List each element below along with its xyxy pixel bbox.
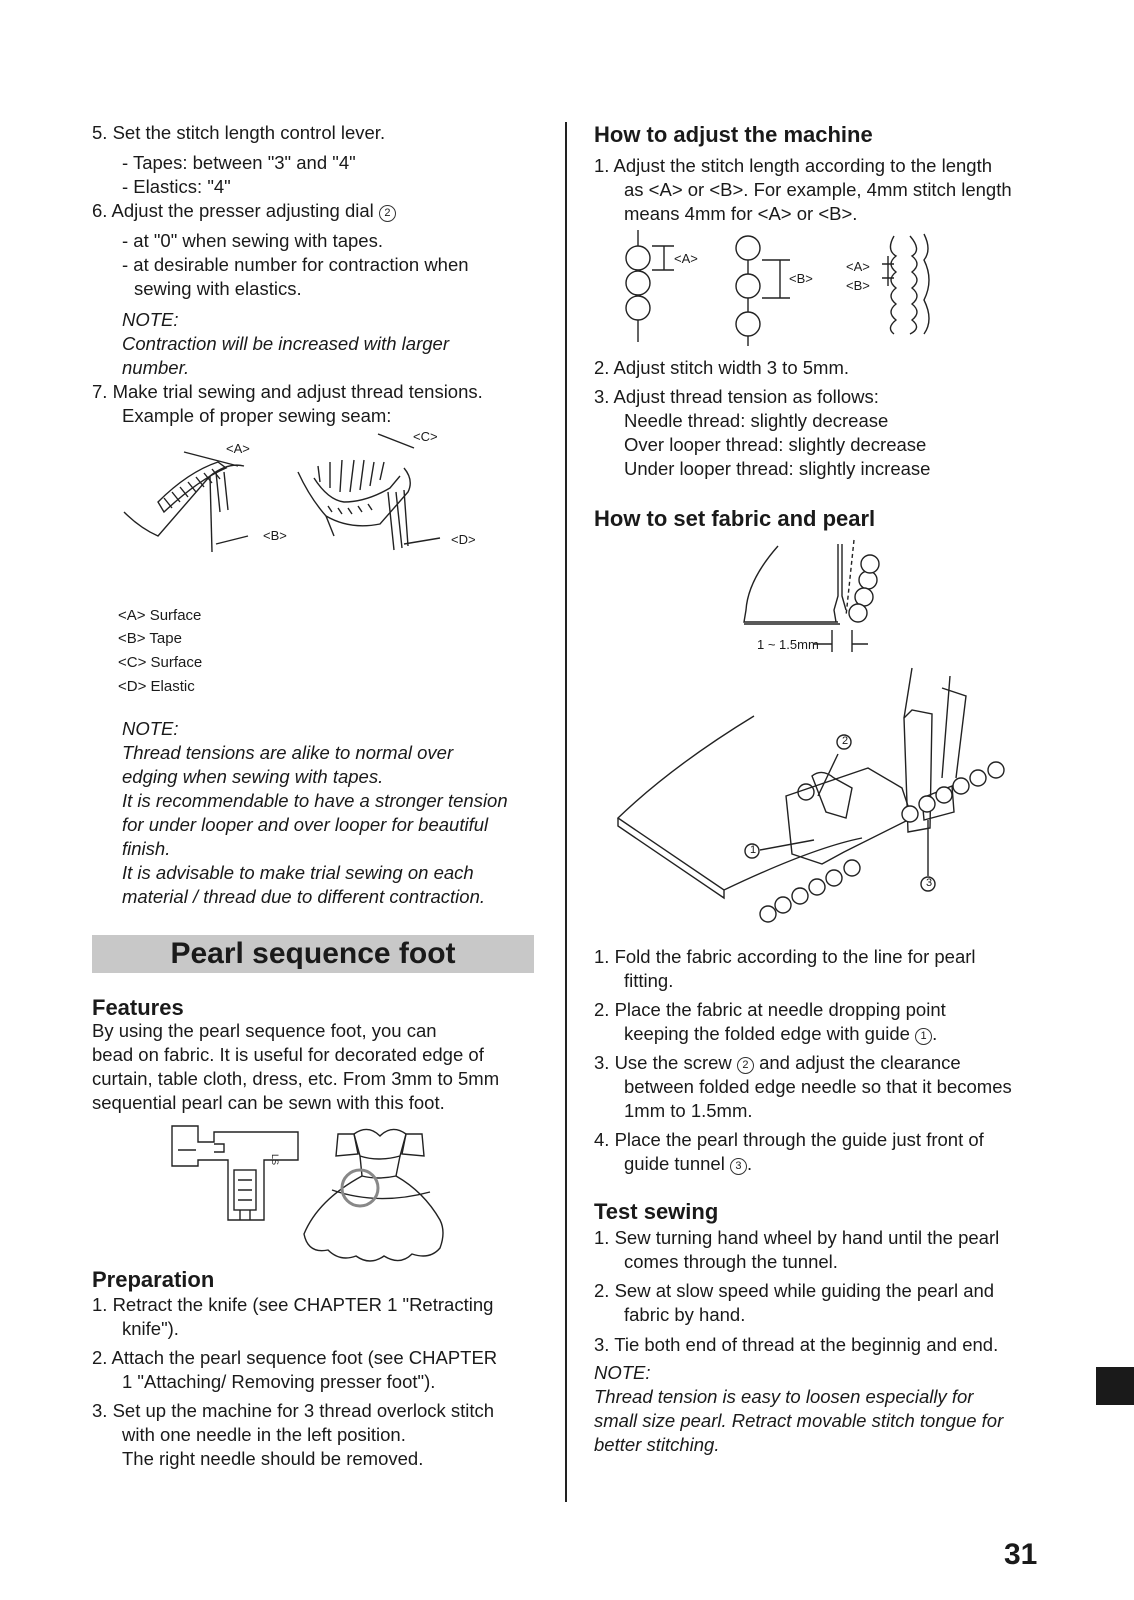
callout-1-marker: 1 [915,1028,932,1045]
adjust-3-line: Needle thread: slightly decrease [624,410,889,431]
preparation-heading: Preparation [92,1267,215,1292]
dress-drawing [304,1129,443,1261]
test-sewing-heading: Test sewing [594,1199,719,1224]
features-line: sequential pearl can be sewn with this foot. [92,1092,445,1113]
note-3-line: better stitching. [594,1434,720,1455]
pearl-foot-drawing [172,1126,298,1220]
features-line: By using the pearl sequence foot, you can [92,1020,437,1041]
set-4-line: 4. Place the pearl through the guide just front of [594,1129,984,1150]
set-3-line: between folded edge needle so that it becomes [624,1076,1012,1097]
legend-b: <B> Tape [118,630,182,647]
adjust-2: 2. Adjust stitch width 3 to 5mm. [594,357,849,378]
legend-a: <A> Surface [118,607,202,624]
adjust-3-line: 3. Adjust thread tension as follows: [594,386,879,407]
callout-3-label: 3 [925,877,933,889]
set-2-text: keeping the folded edge with guide [624,1023,910,1044]
adjust-fig-label-b-2: <B> [846,278,870,293]
note-2-label: NOTE: [122,718,179,739]
adjust-3-line: Over looper thread: slightly decrease [624,434,927,455]
adjust-fig-label-b: <B> [789,271,813,286]
note-1-label: NOTE: [122,309,179,330]
fig-label-a: <A> [226,441,250,456]
step-7-example: Example of proper sewing seam: [122,405,392,426]
adjust-machine-heading: How to adjust the machine [594,122,873,147]
adjust-3-line: Under looper thread: slightly increase [624,458,931,479]
prep-line: The right needle should be removed. [122,1448,424,1469]
step-5: 5. Set the stitch length control lever. [92,122,386,143]
section-title: Pearl sequence foot [170,937,456,970]
step-6 [92,199,396,223]
note-2-line: Thread tensions are alike to normal over [122,742,454,763]
prep-line: with one needle in the left position. [122,1424,406,1445]
adjust-1-line: as <A> or <B>. For example, 4mm stitch length [624,179,1012,200]
stitch-length-figure [612,230,952,350]
fig-label-c: <C> [413,429,438,444]
set-3-line [594,1051,961,1075]
pearl-column-a [626,230,674,342]
set-4-line: guide tunnel 3 . [624,1153,753,1174]
callout-2-marker: 2 [737,1057,754,1074]
gap-label: 1 ~ 1.5mm [757,637,819,652]
prep-line: 2. Attach the pearl sequence foot (see CHAPTER [92,1347,498,1368]
note-1-line-1: Contraction will be increased with larger [122,333,449,354]
test-line: 3. Tie both end of thread at the beginnig and end. [594,1334,999,1355]
pearl-foot-and-dress-figure [168,1120,448,1280]
note-3-line: Thread tension is easy to loosen especially for [594,1386,974,1407]
tape-stitches [158,462,228,512]
step-7: 7. Make trial sewing and adjust thread tensions. [92,381,483,402]
note-2-line: edging when sewing with tapes. [122,766,384,787]
features-line: bead on fabric. It is useful for decorated edge of [92,1044,484,1065]
test-line: 1. Sew turning hand wheel by hand until the pearl [594,1227,1000,1248]
pearl-column-b [736,236,790,346]
legend-c: <C> Surface [118,654,203,671]
note-2-line: material / thread due to different contraction. [122,886,486,907]
note-3-line: small size pearl. Retract movable stitch tongue for [594,1410,1004,1431]
chapter-tab-marker [1096,1367,1134,1405]
features-line: curtain, table cloth, dress, etc. From 3mm to 5mm [92,1068,500,1089]
test-line: 2. Sew at slow speed while guiding the pearl and [594,1280,995,1301]
set-1-line: fitting. [624,970,674,991]
features-heading: Features [92,995,184,1020]
step-6-tapes: - at "0" when sewing with tapes. [122,230,383,251]
legend-d: <D> Elastic [118,678,195,695]
note-2-line: finish. [122,838,171,859]
set-1-line: 1. Fold the fabric according to the line for pearl [594,946,976,967]
prep-line: 3. Set up the machine for 3 thread overlock stitch [92,1400,495,1421]
pearl-foot-installed-figure [612,668,1022,936]
set-2-line: 2. Place the fabric at needle dropping point [594,999,946,1020]
step-6-text: 6. Adjust the presser adjusting dial [92,200,374,221]
step-5-elastics: - Elastics: "4" [122,176,231,197]
note-2-line: It is advisable to make trial sewing on each [122,862,474,883]
note-3-label: NOTE: [594,1362,651,1383]
set-fabric-heading: How to set fabric and pearl [594,506,876,531]
set-3-text: 3. Use the screw [594,1052,732,1073]
elastic-gathers [314,460,408,550]
note-2-line: It is recommendable to have a stronger tension [122,790,508,811]
fig-label-d: <D> [451,532,476,547]
prep-line: 1. Retract the knife (see CHAPTER 1 "Retracting [92,1294,494,1315]
adjust-fig-label-a-2: <A> [846,259,870,274]
foot-mark: LS [270,1154,280,1166]
adjust-1-line: means 4mm for <A> or <B>. [624,203,858,224]
callout-1-label: 1 [749,844,757,856]
page-number: 31 [1004,1538,1038,1571]
adjust-1-line: 1. Adjust the stitch length according to the length [594,155,993,176]
callout-2-marker: 2 [379,205,396,222]
prep-line: 1 "Attaching/ Removing presser foot"). [122,1371,436,1392]
test-line: comes through the tunnel. [624,1251,838,1272]
fig-label-b: <B> [263,528,287,543]
set-3-text-rest: and adjust the clearance [759,1052,961,1073]
note-2-line: for under looper and over looper for beautiful [122,814,489,835]
test-line: fabric by hand. [624,1304,746,1325]
set-2-line: keeping the folded edge with guide 1 . [624,1023,938,1044]
overlock-stitch-column [882,234,929,334]
adjust-fig-label-a: <A> [674,251,698,266]
pearl-string [760,762,1004,922]
callout-2-label: 2 [841,735,849,747]
set-4-text: guide tunnel [624,1153,725,1174]
note-1-line-2: number. [122,357,190,378]
column-divider [565,122,567,1502]
prep-line: knife"). [122,1318,179,1339]
step-6-elastics: - at desirable number for contraction when [122,254,469,275]
step-5-tapes: - Tapes: between "3" and "4" [122,152,356,173]
seam-example-figure [118,432,518,582]
step-6-elastics-cont: sewing with elastics. [134,278,302,299]
set-3-line: 1mm to 1.5mm. [624,1100,753,1121]
callout-3-marker: 3 [730,1158,747,1175]
